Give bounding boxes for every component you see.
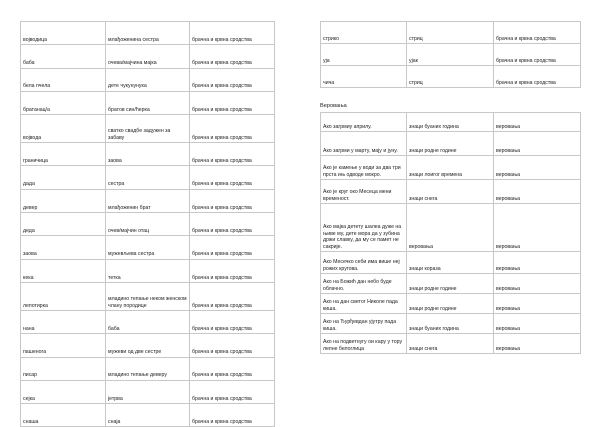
- table-row: [321, 180, 581, 204]
- table-cell: дете чукунунука: [106, 68, 190, 91]
- table-row: [21, 45, 275, 68]
- table-row: [21, 259, 275, 282]
- table-cell: брачна и крвна сродства: [190, 91, 275, 114]
- table-row: [321, 204, 581, 252]
- table-cell: брачна и крвна сродства: [190, 310, 275, 333]
- table-cell: сватко свадбе задужен за забаву: [106, 115, 190, 143]
- table-row: [21, 380, 275, 403]
- table-row: [21, 213, 275, 236]
- table-cell: мужеви од две сестре: [106, 334, 190, 357]
- table-cell: девер: [21, 189, 106, 212]
- table-cell: младино тепање деверу: [106, 357, 190, 380]
- beliefs-table: [320, 112, 581, 354]
- table-cell: веровања: [494, 334, 581, 354]
- table-row: [21, 115, 275, 143]
- table-cell: веровања: [494, 252, 581, 274]
- table-cell: сестра: [106, 166, 190, 189]
- table-row: [21, 357, 275, 380]
- table-cell: пашенога: [21, 334, 106, 357]
- table-cell: нана: [21, 310, 106, 333]
- table-row: [21, 143, 275, 166]
- table-cell: брачна и крвна сродства: [190, 236, 275, 259]
- table-cell: веровања: [494, 294, 581, 314]
- table-cell: бела пчела: [21, 68, 106, 91]
- table-cell: Ако мајка детету шалеа дуже на њиве му, дете мора да у зубина држи славку, да му се памет не сакрије.: [321, 204, 407, 252]
- table-cell: брачна и крвна сродства: [190, 357, 275, 380]
- table-cell: брачна и крвна сродства: [190, 115, 275, 143]
- table-cell: брачна и крвна сродства: [190, 189, 275, 212]
- table-row: [321, 252, 581, 274]
- table-cell: граничица: [21, 143, 106, 166]
- table-cell: заова: [21, 236, 106, 259]
- table-cell: заова: [106, 143, 190, 166]
- table-cell: знаци буаних година: [407, 113, 494, 132]
- table-row: [21, 22, 275, 45]
- table-row: [21, 189, 275, 212]
- table-cell: војвода: [21, 115, 106, 143]
- table-cell: брачна и крвна сродства: [494, 66, 581, 88]
- table-cell: лепотирка: [21, 282, 106, 310]
- table-cell: снаша: [21, 404, 106, 427]
- kinship-terms-table-continued: [320, 21, 581, 88]
- table-cell: очев/мајчин отац: [106, 213, 190, 236]
- table-row: [321, 44, 581, 66]
- table-cell: знаци кораза: [407, 252, 494, 274]
- table-cell: знаци буаних година: [407, 314, 494, 334]
- table-cell: брачна и крвна сродства: [190, 282, 275, 310]
- table-cell: знаци родне године: [407, 274, 494, 294]
- table-cell: Ако Месечко себи има више неј рожих кругова.: [321, 252, 407, 274]
- table-cell: стриц: [407, 66, 494, 88]
- table-cell: знаци лоигог времена: [407, 156, 494, 180]
- table-cell: ујак: [407, 44, 494, 66]
- table-cell: снаја: [106, 404, 190, 427]
- table-row: [21, 282, 275, 310]
- table-row: [321, 132, 581, 156]
- table-cell: веровања: [494, 180, 581, 204]
- table-cell: млађоженин брат: [106, 189, 190, 212]
- table-cell: веровања: [494, 113, 581, 132]
- table-cell: стрико: [321, 22, 407, 44]
- table-cell: мужевљева сестра: [106, 236, 190, 259]
- table-row: [21, 404, 275, 427]
- table-cell: Ако на подветнугу ои кару у тору лепне белоглица: [321, 334, 407, 354]
- table-row: [321, 334, 581, 354]
- table-cell: чича: [321, 66, 407, 88]
- table-cell: војводица: [21, 22, 106, 45]
- table-row: [21, 334, 275, 357]
- table-cell: Ако је круг око Месеца мени временост.: [321, 180, 407, 204]
- table-cell: веровања: [494, 314, 581, 334]
- table-row: [21, 68, 275, 91]
- table-cell: брачна и крвна сродства: [494, 44, 581, 66]
- table-row: [321, 274, 581, 294]
- table-cell: брачна и крвна сродства: [494, 22, 581, 44]
- table-cell: баба: [106, 310, 190, 333]
- table-cell: брачна и крвна сродства: [190, 334, 275, 357]
- table-cell: Ако на дан светог Николе пада киша.: [321, 294, 407, 314]
- table-cell: брачна и крвна сродства: [190, 68, 275, 91]
- table-cell: Ако је камење у води за два три прста ињ одводе мокро.: [321, 156, 407, 180]
- table-cell: веровања: [494, 204, 581, 252]
- table-row: [321, 294, 581, 314]
- table-row: [21, 236, 275, 259]
- table-cell: брачна и крвна сродства: [190, 45, 275, 68]
- table-cell: сејка: [21, 380, 106, 403]
- table-cell: брачна и крвна сродства: [190, 143, 275, 166]
- table-cell: писар: [21, 357, 106, 380]
- table-cell: стриц: [407, 22, 494, 44]
- section-title: Веровања: [320, 103, 347, 109]
- table-cell: деда: [21, 213, 106, 236]
- kinship-terms-table: [20, 21, 275, 427]
- table-cell: брачна и крвна сродства: [190, 259, 275, 282]
- table-row: [321, 314, 581, 334]
- table-row: [21, 310, 275, 333]
- table-row: [321, 66, 581, 88]
- table-cell: братов син/ћерка: [106, 91, 190, 114]
- table-cell: млађоженина сестра: [106, 22, 190, 45]
- table-cell: веровања: [407, 204, 494, 252]
- table-cell: Ако на Ђурђевдан ујутру пада киша.: [321, 314, 407, 334]
- table-row: [321, 22, 581, 44]
- table-cell: јетрва: [106, 380, 190, 403]
- table-cell: знаци снега: [407, 334, 494, 354]
- table-cell: баба: [21, 45, 106, 68]
- table-row: [21, 91, 275, 114]
- table-cell: тетка: [106, 259, 190, 282]
- table-cell: Ако загрмиу априлу.: [321, 113, 407, 132]
- table-cell: кека: [21, 259, 106, 282]
- table-cell: очева/мајчина мајка: [106, 45, 190, 68]
- table-row: [21, 166, 275, 189]
- table-cell: младино тепање неком женском члану породице: [106, 282, 190, 310]
- table-cell: уја: [321, 44, 407, 66]
- table-row: [321, 113, 581, 132]
- table-cell: брачна и крвна сродства: [190, 380, 275, 403]
- table-row: [321, 156, 581, 180]
- table-cell: брачна и крвна сродства: [190, 166, 275, 189]
- table-cell: брачна и крвна сродства: [190, 404, 275, 427]
- table-cell: братанац/а: [21, 91, 106, 114]
- table-cell: дада: [21, 166, 106, 189]
- table-cell: знаци родне године: [407, 132, 494, 156]
- table-cell: веровања: [494, 274, 581, 294]
- table-cell: веровања: [494, 132, 581, 156]
- table-cell: брачна и крвна сродства: [190, 213, 275, 236]
- table-cell: Ако на Божић дан небо буде облачно.: [321, 274, 407, 294]
- table-cell: веровања: [494, 156, 581, 180]
- table-cell: брачна и крвна сродства: [190, 22, 275, 45]
- table-cell: знаци родне године: [407, 294, 494, 314]
- table-cell: знаци снега: [407, 180, 494, 204]
- table-cell: Ако загрми у марту, мају и јуну.: [321, 132, 407, 156]
